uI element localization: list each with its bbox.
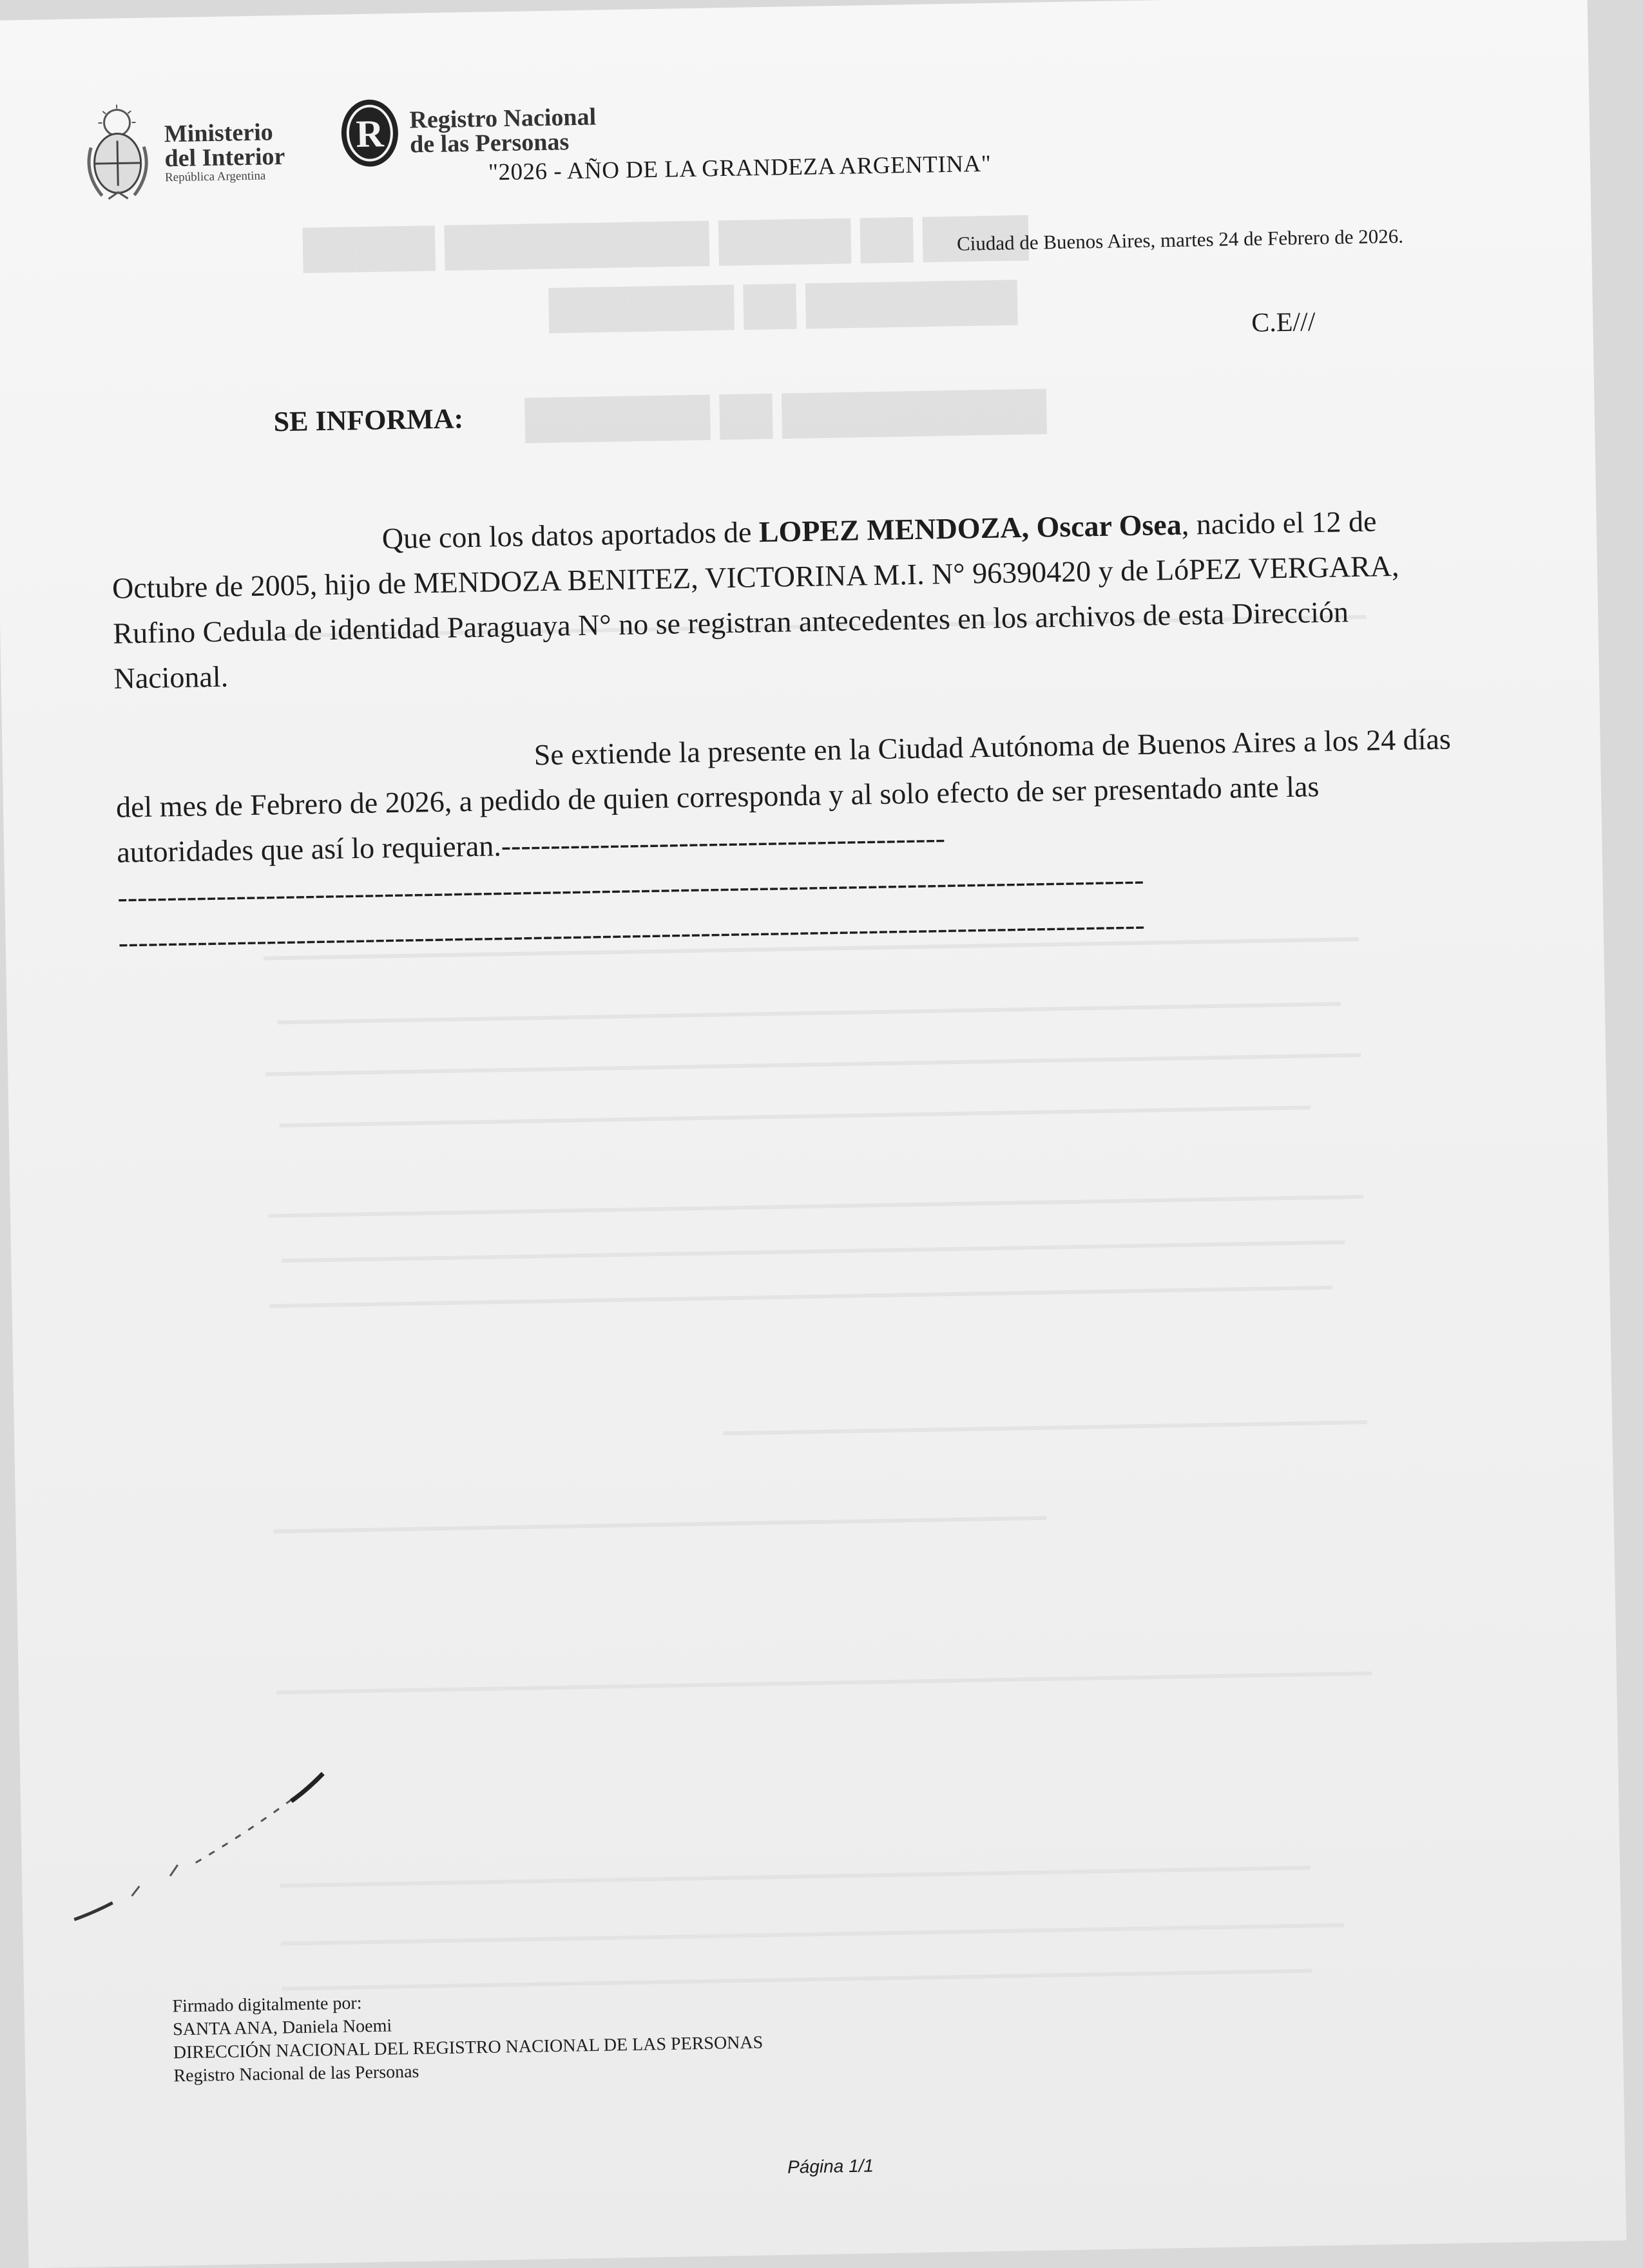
pen-mark-icon bbox=[65, 1754, 338, 1926]
show-through-rule bbox=[278, 1002, 1341, 1025]
coat-of-arms-icon bbox=[81, 102, 154, 206]
show-through-text: ████████ ██ ███████ bbox=[548, 280, 1018, 331]
registry-name bbox=[409, 105, 597, 157]
registry-line2: de las Personas bbox=[410, 129, 597, 157]
document-body bbox=[111, 497, 1459, 965]
date-line: Ciudad de Buenos Aires, martes 24 de Febrero de 2026. bbox=[957, 225, 1404, 256]
show-through-rule bbox=[280, 1866, 1311, 1888]
dash-line-2: -------------------------------------------------------------------------------------------------------- bbox=[118, 897, 1459, 965]
signature-line1: Firmado digitalmente por: bbox=[172, 1985, 762, 2018]
show-through-rule bbox=[723, 1420, 1367, 1435]
signature-line3: DIRECCIÓN NACIONAL DEL REGISTRO NACIONAL DE LAS PERSONAS bbox=[173, 2031, 764, 2064]
show-through-rule bbox=[282, 1240, 1345, 1263]
para1-rest: , nacido el 12 de Octubre de 2005, hijo de MENDOZA BENITEZ, VICTORINA M.I. N° 96390420 y de LóPEZ VERGARA, Rufino Cedula de identidad Paraguaya N° no se registran antecedentes en los archivos de esta Dirección Nacional. bbox=[112, 504, 1399, 694]
document-heading: SE INFORMA: bbox=[273, 402, 463, 438]
para1-prefix: Que con los datos aportados de bbox=[381, 515, 759, 555]
show-through-text: ████ ██ █████ ██████████ █████ bbox=[302, 215, 1028, 271]
show-through-text: ██████████ ██ ███████ bbox=[524, 388, 1047, 441]
ministry-line3: República Argentina bbox=[165, 169, 285, 184]
paragraph-1 bbox=[111, 497, 1454, 701]
ministry-line1: Ministerio bbox=[164, 120, 285, 147]
registry-line1: Registro Nacional bbox=[409, 105, 596, 133]
dash-line-1: -------------------------------------------------------------------------------------------------------- bbox=[117, 852, 1458, 920]
reference-code: C.E/// bbox=[1251, 307, 1316, 339]
show-through-rule bbox=[281, 1923, 1344, 1946]
show-through-rule bbox=[268, 1195, 1363, 1218]
ministry-header bbox=[81, 99, 286, 205]
motto: "2026 - AÑO DE LA GRANDEZA ARGENTINA" bbox=[488, 150, 992, 187]
page-number: Página 1/1 bbox=[787, 2155, 874, 2177]
ministry-line2: del Interior bbox=[164, 144, 285, 171]
registry-r-logo-icon bbox=[339, 97, 401, 169]
signature-line4: Registro Nacional de las Personas bbox=[173, 2054, 764, 2088]
show-through-rule bbox=[265, 1053, 1361, 1076]
show-through-rule bbox=[282, 1969, 1312, 1991]
ministry-name bbox=[164, 120, 285, 184]
digital-signature bbox=[172, 1985, 764, 2088]
registry-logo-letter: R bbox=[356, 112, 385, 155]
subject-name: LOPEZ MENDOZA, Oscar Osea bbox=[758, 508, 1182, 548]
show-through-rule bbox=[276, 1672, 1372, 1695]
paragraph-2: Se extiende la presente en la Ciudad Autónoma de Buenos Aires a los 24 días del mes de Febrero de 2026, a pedido de quien corresponda y al solo efecto de ser presentado ante las autoridades que así lo requieran.--------------------------------------------- bbox=[115, 716, 1457, 875]
show-through-rule bbox=[270, 1286, 1333, 1308]
show-through-rule bbox=[274, 1516, 1047, 1534]
show-through-rule bbox=[280, 1105, 1311, 1127]
signature-line2: SANTA ANA, Daniela Noemi bbox=[173, 2008, 763, 2041]
